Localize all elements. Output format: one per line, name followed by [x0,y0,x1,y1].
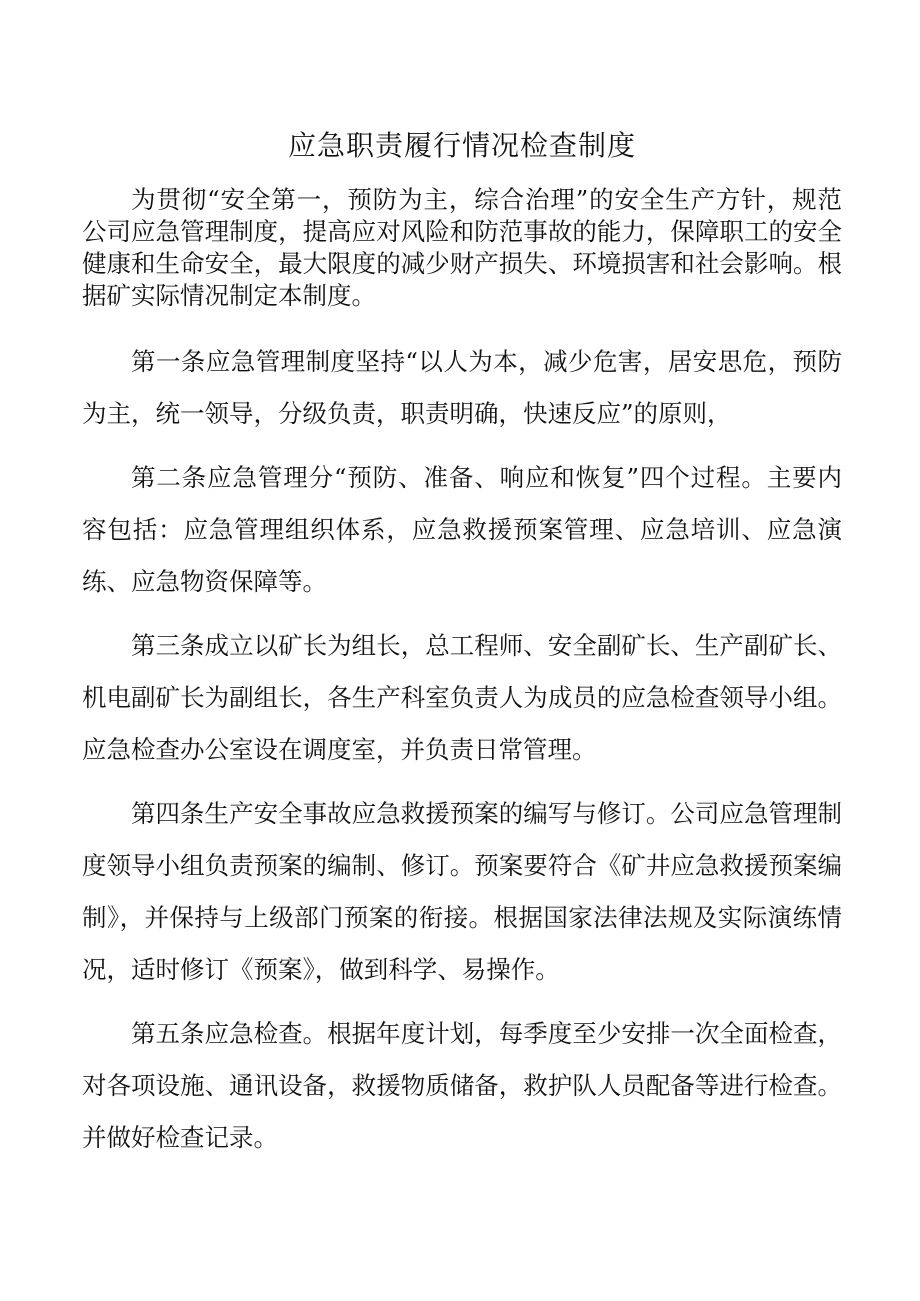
paragraph-article-3: 第三条成立以矿长为组长，总工程师、安全副矿长、生产副矿长、机电副矿长为副组长，各生产科室负责人为成员的应急检查领导小组。应急检查办公室设在调度室，并负责日常管理。 [82,631,842,764]
paragraph-article-1: 第一条应急管理制度坚持“以人为本，减少危害，居安思危，预防为主，统一领导，分级负责，职责明确，快速反应”的原则， [82,347,842,428]
paragraph-article-2: 第二条应急管理分“预防、准备、响应和恢复”四个过程。主要内容包括：应急管理组织体系，应急救援预案管理、应急培训、应急演练、应急物资保障等。 [82,463,842,596]
document-page [82,122,842,1176]
paragraph-preamble: 为贯彻“安全第一，预防为主，综合治理”的安全生产方针，规范公司应急管理制度，提高应对风险和防范事故的能力，保障职工的安全健康和生命安全，最大限度的减少财产损失、环境损害和社会影响。根据矿实际情况制定本制度。 [82,185,842,310]
paragraph-article-4: 第四条生产安全事故应急救援预案的编写与修订。公司应急管理制度领导小组负责预案的编制、修订。预案要符合《矿井应急救援预案编制》，并保持与上级部门预案的衔接。根据国家法律法规及实际演练情况，适时修订《预案》，做到科学、易操作。 [82,799,842,984]
paragraph-article-5: 第五条应急检查。根据年度计划，每季度至少安排一次全面检查，对各项设施、通讯设备，救援物质储备，救护队人员配备等进行检查。并做好检查记录。 [82,1019,842,1152]
document-title: 应急职责履行情况检查制度 [287,129,636,162]
